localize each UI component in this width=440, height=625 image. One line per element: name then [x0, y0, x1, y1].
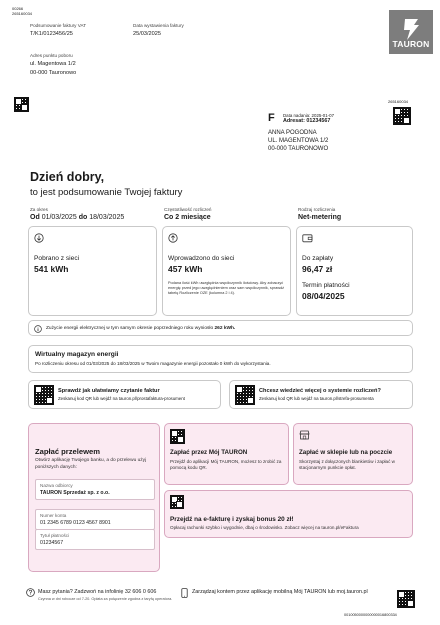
pay-app-text: Przejdź do aplikacji Mój TAURON, możesz to zrobić za pomocą kodu QR.	[170, 459, 282, 471]
recipient-name: ANNA POGODNA	[268, 130, 317, 136]
greeting-title: Dzień dobry,	[30, 170, 105, 184]
grid-usage-value: 541 kWh	[34, 264, 69, 274]
due-date-value: 08/04/2025	[302, 291, 345, 301]
address-line1: ul. Magentowa 1/2	[30, 61, 76, 67]
pay-transfer-title: Zapłać przelewem	[35, 447, 100, 456]
payment-title-field-value: 01234567	[40, 540, 64, 546]
consumption-value: 262 kWh.	[214, 325, 236, 331]
e-invoice-text: Opłacaj rachunki szybko i wygodnie, dbaj o środowisko. Zobacz więcej na tauron.pl/eFaktura	[170, 525, 359, 530]
energy-storage-box	[28, 345, 413, 373]
period-to: 18/03/2025	[89, 214, 125, 221]
e-invoice-box[interactable]	[164, 490, 413, 538]
energy-storage-text: Po rozliczeniu okresu od 01/03/2025 do 18/03/2025 w Twoim magazynie energii pozostało 0 kWh do wykorzystania.	[35, 361, 271, 366]
qr-code-settlement-system[interactable]	[235, 385, 255, 405]
logo-text: TAURON	[392, 39, 430, 49]
pay-app-title: Zapłać przez Mój TAURON	[170, 449, 248, 456]
period-from-word: Od	[30, 214, 40, 221]
invoice-guide-title: Sprawdź jak ułatwiamy czytanie faktur	[58, 388, 160, 394]
recipient-street: UL. MAGENTOWA 1/2	[268, 138, 329, 144]
recipient-city: 00-000 TAURONOWO	[268, 146, 329, 152]
consumption-sentence: Zużycie energii elektrycznej w tym samym okresie poprzedniego roku wyniosło	[46, 325, 214, 331]
amount-due-label: Do zapłaty	[302, 255, 334, 262]
grid-export-note: Podana ilość kWh uwzględnia współczynnik ilościowy. Aby zobaczyć energię przed jego uwzględnieniem oraz sam współczynnik, sprawdź tabelę Rozliczenie OZE (kolumna 2 i 4).	[168, 281, 285, 296]
frequency-label: Częstotliwość rozliczeń	[164, 207, 212, 212]
address-line2: 00-000 Tauronowo	[30, 70, 77, 76]
pay-transfer-text: Otwórz aplikację Twojego banku, a do przelewu użyj poniższych danych:	[35, 458, 147, 470]
grid-export-value: 457 kWh	[168, 264, 203, 274]
qr-code-pay-app[interactable]	[170, 429, 185, 444]
period-range	[30, 214, 124, 221]
issue-date-label: Data wystawienia faktury	[133, 23, 184, 28]
pay-transfer-box	[28, 423, 160, 572]
card-grid-usage	[28, 226, 157, 316]
card-payment-due	[296, 226, 413, 316]
recipient-letter: F	[268, 112, 275, 124]
due-date-label: Termin płatności	[302, 282, 350, 289]
vat-label: Podsumowanie faktury VAT	[30, 23, 86, 28]
address-label: Adres punktu poboru	[30, 53, 73, 58]
recipient-name-field[interactable]	[35, 479, 155, 500]
period-label: Za okres	[30, 207, 48, 212]
account-number-field-value: 01 2345 6789 0123 4567 8901	[40, 520, 111, 526]
grid-usage-icon	[34, 233, 44, 243]
period-to-word: do	[78, 214, 88, 221]
vat-number: T/K1/0123456/25	[30, 31, 73, 37]
settlement-type-label: Rodzaj rozliczenia	[298, 207, 336, 212]
phone-icon	[181, 588, 188, 598]
qr-code-recipient	[393, 107, 411, 125]
issue-date: 25/03/2025	[133, 31, 161, 37]
qr-code-invoice-guide[interactable]	[34, 385, 54, 405]
payment-title-field[interactable]	[35, 529, 155, 550]
qr-box-settlement-system[interactable]	[229, 380, 413, 409]
energy-storage-title: Wirtualny magazyn energii	[35, 351, 119, 358]
wallet-icon	[302, 233, 313, 243]
frequency-value: Co 2 miesiące	[164, 214, 211, 221]
invoice-guide-text: Zeskanuj kod QR lub wejdź na tauron.pl/prostafaktura-prosument	[58, 396, 185, 401]
right-code: 265160034	[388, 99, 409, 104]
amount-due-value: 96,47 zł	[302, 264, 333, 274]
pay-shop-title: Zapłać w sklepie lub na poczcie	[299, 449, 393, 456]
consumption-note	[28, 320, 413, 336]
card-grid-export	[162, 226, 291, 316]
store-icon	[299, 430, 310, 440]
help-icon	[26, 588, 35, 597]
helpline-hours: Czynna w dni robocze od 7-20. Opłata za połączenie zgodna z taryfą operatora.	[38, 597, 173, 601]
send-date: Data nadania: 2025-01-07	[283, 113, 335, 118]
account-number-field[interactable]	[35, 509, 155, 530]
settlement-system-text: Zeskanuj kod QR lub wejdź na tauron.pl/strefa-prosumenta	[259, 396, 374, 401]
addressee-id: Adresat: 01234567	[283, 118, 331, 124]
footer-barcode-number: 0010050000000000016800334	[344, 613, 397, 617]
tauron-logo	[389, 10, 433, 54]
doc-code-top: 00266	[12, 6, 24, 11]
helpline-text: Masz pytania? Zadzwoń na infolinię 32 606 0 606	[38, 589, 157, 595]
period-from: 01/03/2025	[41, 214, 77, 221]
pay-app-box[interactable]	[164, 423, 289, 485]
settlement-system-title: Chcesz wiedzieć więcej o systemie rozliczeń?	[259, 388, 381, 394]
pay-shop-box	[293, 423, 413, 485]
payment-title-field-label: Tytuł płatności	[40, 533, 70, 538]
settlement-type-value: Net-metering	[298, 214, 342, 221]
recipient-name-field-label: Nazwa odbiorcy	[40, 483, 73, 488]
grid-export-label: Wprowadzono do sieci	[168, 255, 235, 262]
consumption-text	[46, 326, 235, 331]
pay-shop-text: Skorzystaj z dołączonych blankietów i zapłać w stacjonarnym punkcie opłat.	[299, 459, 396, 471]
qr-box-invoice-guide[interactable]	[28, 380, 221, 409]
grid-export-icon	[168, 233, 178, 243]
recipient-name-field-value: TAURON Sprzedaż sp. z o.o.	[40, 490, 110, 496]
doc-code-bottom: 265160034	[12, 11, 33, 16]
info-icon	[34, 325, 42, 333]
greeting-subtitle: to jest podsumowanie Twojej faktury	[30, 187, 183, 198]
qr-code-e-invoice[interactable]	[170, 495, 184, 509]
e-invoice-title: Przejdź na e-fakturę i zyskaj bonus 20 zł!	[170, 516, 294, 523]
app-account-text: Zarządzaj kontem przez aplikację mobilną Mój TAURON lub moj.tauron.pl	[192, 589, 368, 595]
account-number-field-label: Numer konta	[40, 513, 67, 518]
qr-code-header	[14, 97, 29, 112]
qr-code-footer	[397, 590, 415, 608]
grid-usage-label: Pobrano z sieci	[34, 255, 80, 262]
